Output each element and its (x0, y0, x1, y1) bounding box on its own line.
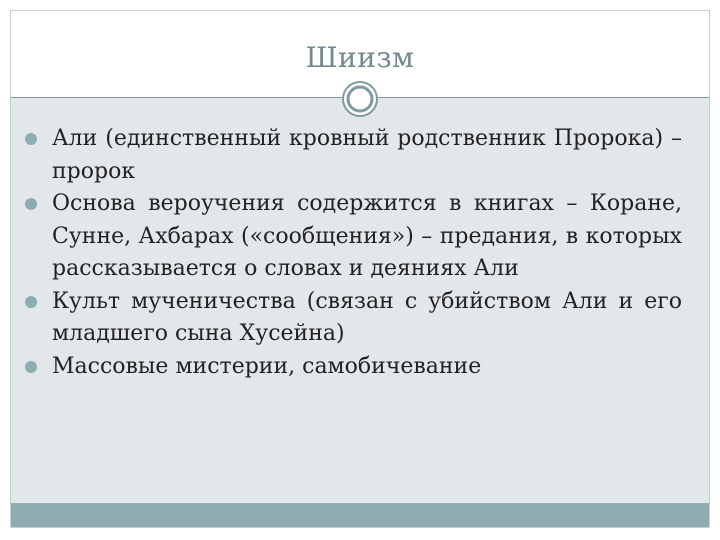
bullet-list (22, 123, 682, 383)
bullet-text: Основа вероучения содержится в книгах – Коране, Сунне, Ахбарах («сообщения») – предания, в которых рассказывается о словах и деяниях Али (52, 191, 682, 281)
bullet-text: Массовые мистерии, самобичевание (52, 353, 482, 379)
bullet-text: Али (единственный кровный родственник Пророка) – пророк (52, 126, 682, 184)
ornament-icon (341, 80, 379, 118)
slide-title: Шиизм (305, 41, 415, 74)
bullet-icon (24, 360, 38, 374)
bullet-icon (24, 197, 38, 211)
bottom-accent-bar (11, 503, 709, 527)
bullet-icon (24, 295, 38, 309)
bullet-icon (24, 132, 38, 146)
bullet-text: Культ мученичества (связан с убийством Али и его младшего сына Хусейна) (52, 288, 682, 346)
list-item (22, 351, 682, 384)
list-item (22, 123, 682, 188)
list-item (22, 188, 682, 286)
list-item (22, 286, 682, 351)
